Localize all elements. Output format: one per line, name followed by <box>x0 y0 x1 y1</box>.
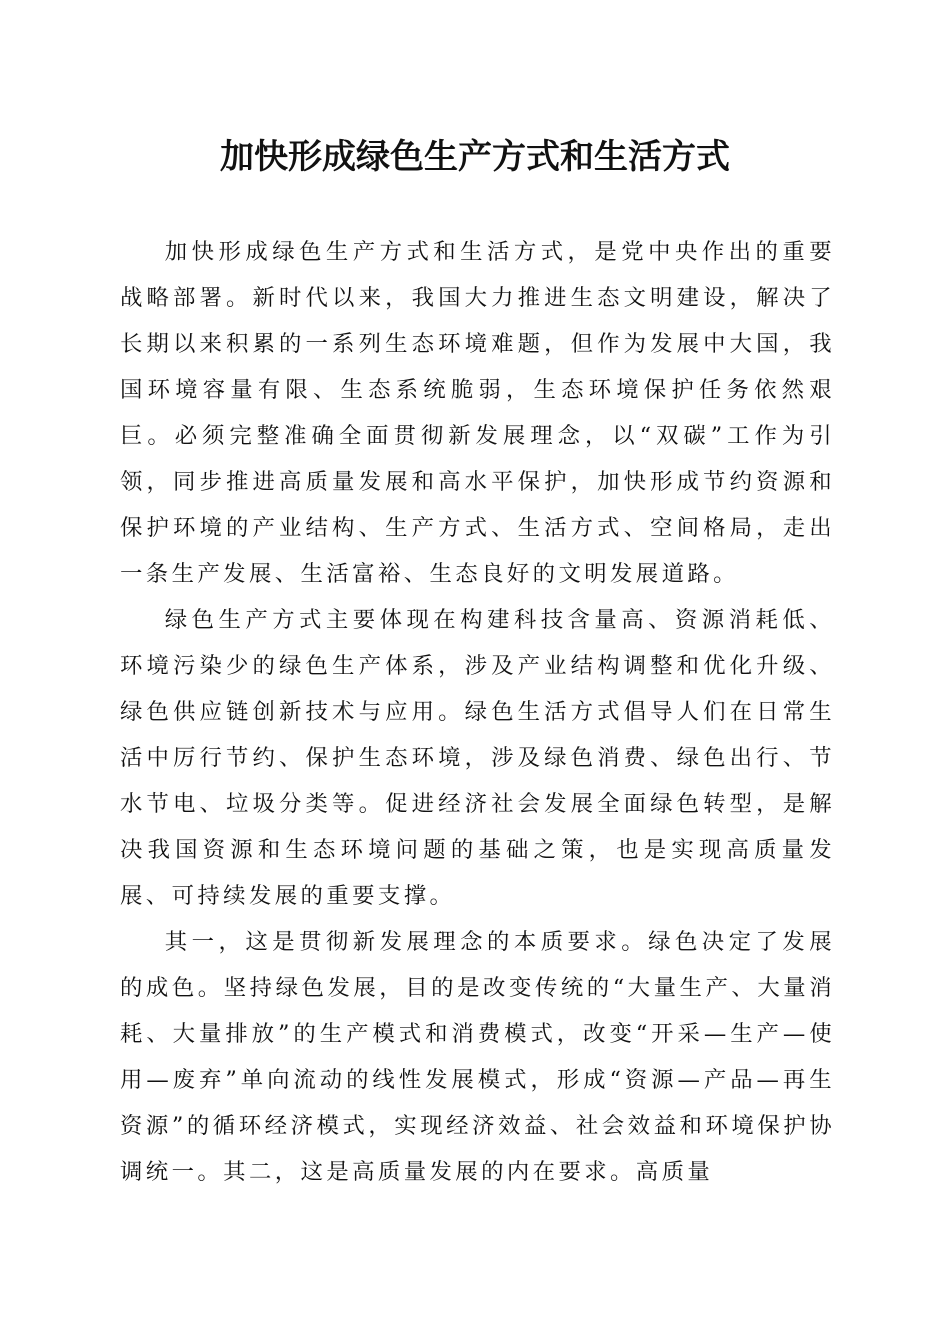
paragraph-2: 绿色生产方式主要体现在构建科技含量高、资源消耗低、环境污染少的绿色生产体系，涉及产业结构调整和优化升级、绿色供应链创新技术与应用。绿色生活方式倡导人们在日常生活中厉行节约、保护生态环境，涉及绿色消费、绿色出行、节水节电、垃圾分类等。促进经济社会发展全面绿色转型，是解决我国资源和生态环境问题的基础之策，也是实现高质量发展、可持续发展的重要支撑。 <box>120 607 835 909</box>
paragraph-1: 加快形成绿色生产方式和生活方式，是党中央作出的重要战略部署。新时代以来，我国大力推进生态文明建设，解决了长期以来积累的一系列生态环境难题，但作为发展中大国，我国环境容量有限、生态系统脆弱，生态环境保护任务依然艰巨。必须完整准确全面贯彻新发展理念，以“双碳”工作为引领，同步推进高质量发展和高水平保护，加快形成节约资源和保护环境的产业结构、生产方式、生活方式、空间格局，走出一条生产发展、生活富裕、生态良好的文明发展道路。 <box>120 239 835 587</box>
document-title: 加快形成绿色生产方式和生活方式 <box>220 137 730 177</box>
paragraph-3: 其一，这是贯彻新发展理念的本质要求。绿色决定了发展的成色。坚持绿色发展，目的是改变传统的“大量生产、大量消耗、大量排放”的生产模式和消费模式，改变“开采—生产—使用—废弃”单向流动的线性发展模式，形成“资源—产品—再生资源”的循环经济模式，实现经济效益、社会效益和环境保护协调统一。其二，这是高质量发展的内在要求。高质量 <box>120 929 835 1185</box>
document-body <box>120 229 835 1195</box>
